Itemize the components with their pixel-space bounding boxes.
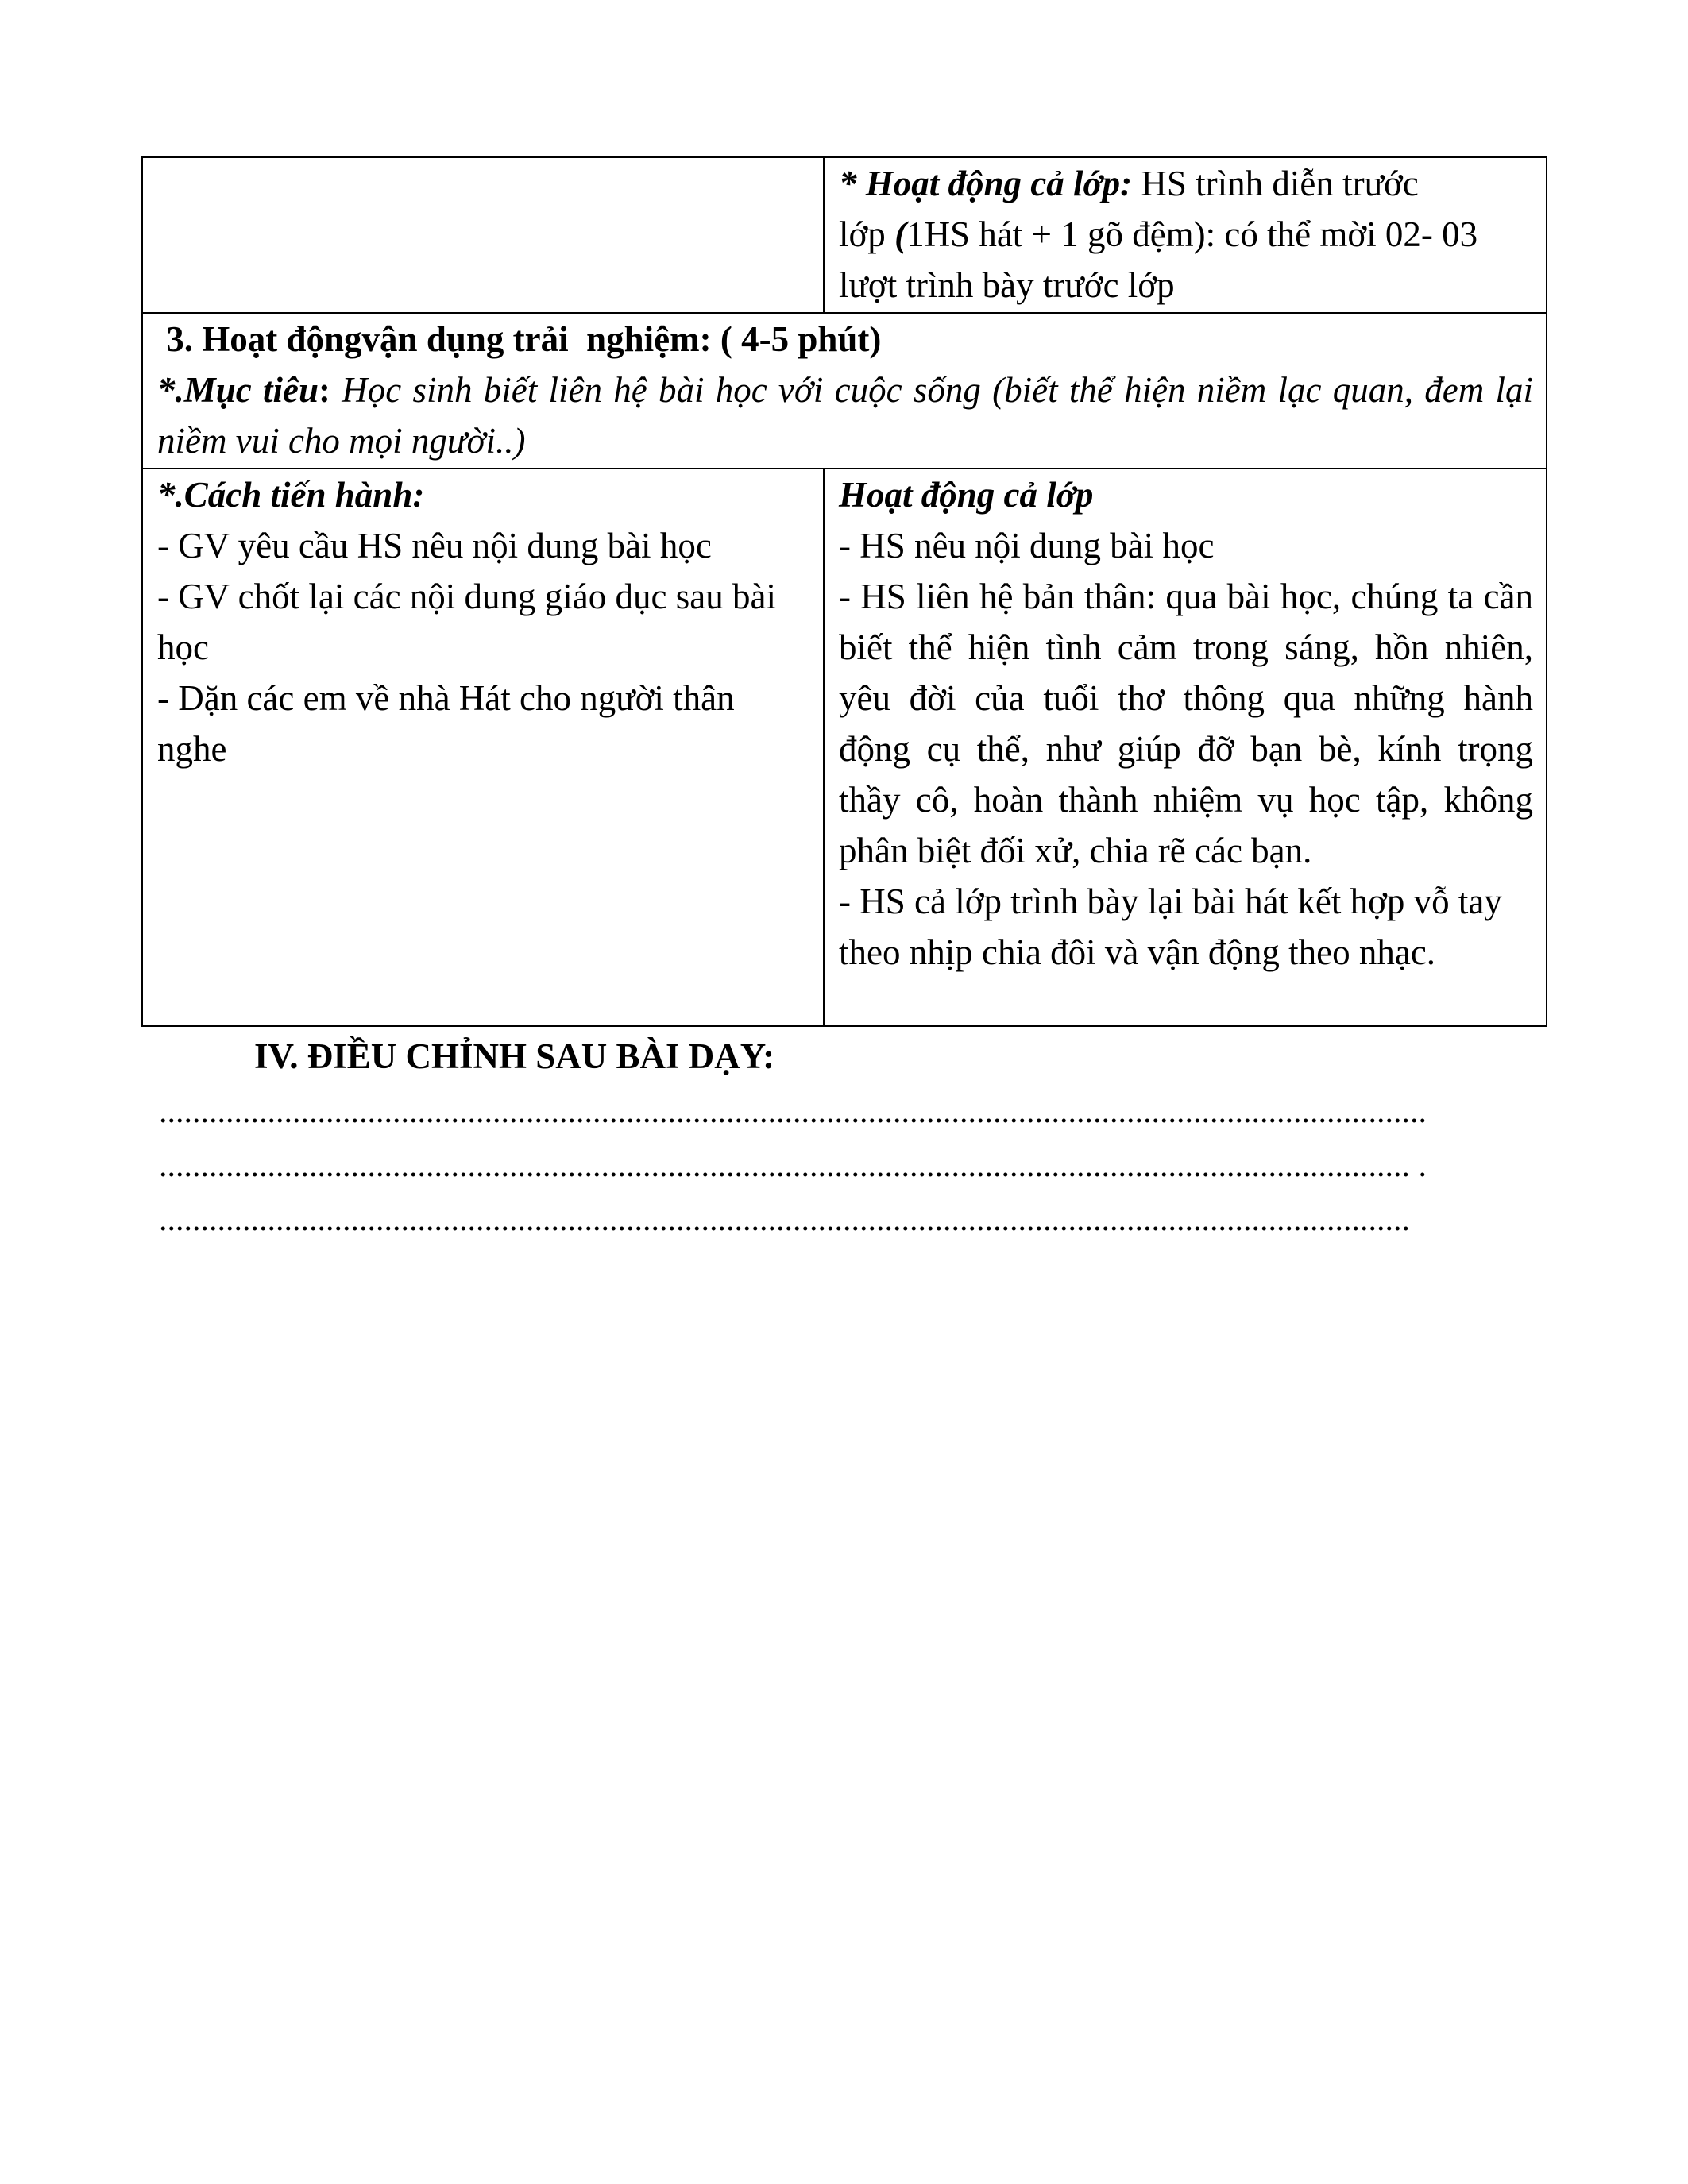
- procedure-heading: *.Cách tiến hành:: [157, 475, 425, 515]
- table-cell-student-activity: [824, 469, 1547, 1026]
- objective-colon: :: [319, 370, 331, 410]
- student-activity-heading: Hoạt động cả lớp: [839, 475, 1094, 515]
- class-activity-text: 1HS hát + 1 gõ đệm): có thể mời 02- 03: [906, 214, 1478, 254]
- procedure-item: - GV yêu cầu HS nêu nội dung bài học: [157, 526, 712, 565]
- class-activity-line: [839, 209, 1533, 260]
- objective-paragraph: [157, 370, 1533, 461]
- section-3-heading: 3. Hoạt độngvận dụng trải nghiệm: ( 4-5 phút): [157, 319, 882, 359]
- lesson-table: [141, 156, 1547, 1027]
- class-activity-label: * Hoạt động cả lớp:: [839, 164, 1133, 203]
- class-activity-text: lớp: [839, 214, 895, 254]
- student-activity-item: - HS cả lớp trình bày lại bài hát kết hợp vỗ tay theo nhịp chia đôi và vận động theo nhạc.: [839, 882, 1502, 972]
- dotted-line: ........................................................................................................................................................: [159, 1094, 1427, 1130]
- procedure-item: - GV chốt lại các nội dung giáo dục sau bài học: [157, 577, 776, 667]
- section-iv-heading: IV. ĐIỀU CHỈNH SAU BÀI DẠY:: [254, 1036, 775, 1076]
- table-row: [142, 469, 1547, 1026]
- table-row: [142, 313, 1547, 469]
- objective-text: Học sinh biết liên hệ bài học với cuộc sống (biết thể hiện niềm lạc quan, đem lại niềm vui cho mọi người..): [157, 370, 1533, 461]
- class-activity-line: [839, 158, 1533, 209]
- dotted-line: ......................................................................................................................................................: [159, 1202, 1410, 1238]
- student-activity-item: - HS liên hệ bản thân: qua bài học, chúng ta cần biết thể hiện tình cảm trong sáng, hồn nhiên, yêu đời của tuổi thơ thông qua những hành động cụ thể, như giúp đỡ bạn bè, kính trọng thầy cô, hoàn thành nhiệm vụ học tập, không phân biệt đối xử, chia rẽ các bạn.: [839, 577, 1533, 870]
- dotted-line: ...................................................................................................................................................... .: [159, 1148, 1427, 1184]
- table-cell-class-activity: [824, 157, 1547, 313]
- table-cell-empty: [142, 157, 824, 313]
- objective-label: *.Mục tiêu: [157, 370, 319, 410]
- class-activity-text: HS trình diễn trước: [1132, 164, 1419, 203]
- procedure-item: - Dặn các em về nhà Hát cho người thân nghe: [157, 678, 735, 769]
- table-row: [142, 157, 1547, 313]
- student-activity-item: - HS nêu nội dung bài học: [839, 526, 1215, 565]
- class-activity-line: lượt trình bày trước lớp: [839, 265, 1175, 305]
- table-cell-section-3: [142, 313, 1547, 469]
- table-cell-procedure: [142, 469, 824, 1026]
- class-activity-paren: (: [894, 214, 907, 254]
